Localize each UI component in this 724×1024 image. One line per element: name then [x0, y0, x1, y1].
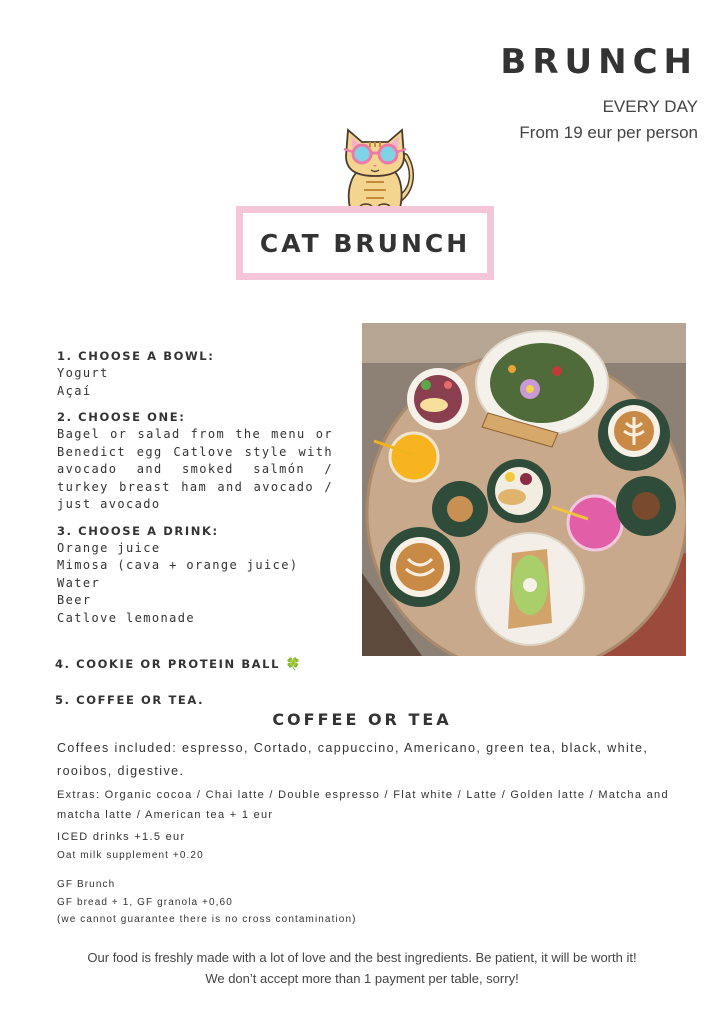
price-text: From 19 eur per person — [519, 123, 698, 142]
coffee-included-text: Coffees included: espresso, Cortado, cappuccino, Americano, green tea, black, white, rooibos, digestive. — [57, 741, 649, 778]
gf-note: (we cannot guarantee there is no cross contamination) — [57, 914, 357, 925]
oat-milk-text: Oat milk supplement +0.20 — [57, 850, 204, 861]
coffee-section-title: COFFEE OR TEA — [272, 710, 452, 729]
footer-note: Our food is freshly made with a lot of love and the best ingredients. Be patient, it will be worth it! — [87, 950, 637, 965]
step4-label: 4. COOKIE OR PROTEIN BALL — [55, 657, 281, 671]
list-item: Catlove lemonade — [57, 610, 195, 625]
page-title: BRUNCH — [500, 42, 698, 82]
list-item: Beer — [57, 593, 92, 607]
coffee-details — [57, 737, 687, 864]
list-item: Mimosa (cava + orange juice) — [57, 558, 299, 572]
cat-with-sunglasses-icon — [336, 126, 414, 210]
brand-name: CAT BRUNCH — [259, 228, 471, 258]
list-item: Orange juice — [57, 540, 161, 555]
coffee-extras-text: Extras: Organic cocoa / Chai latte / Double espresso / Flat white / Latte / Golden latte / Matcha and matcha latte / American tea + 1 eur — [57, 789, 669, 821]
list-item: Açaí — [57, 383, 92, 398]
step2-heading: 2. CHOOSE ONE: — [57, 410, 186, 424]
gf-title: GF Brunch — [57, 879, 116, 890]
gluten-free-info — [57, 876, 557, 929]
list-item: Yogurt — [57, 366, 109, 380]
schedule-text: EVERY DAY — [602, 97, 698, 116]
step3-heading: 3. CHOOSE A DRINK: — [57, 523, 219, 538]
brunch-menu — [57, 348, 333, 627]
list-item: Water — [57, 575, 101, 590]
iced-drinks-text: ICED drinks +1.5 eur — [57, 831, 186, 843]
brunch-table-photo — [362, 323, 686, 656]
clover-icon: 🍀 — [285, 657, 303, 671]
brand-box — [236, 206, 494, 280]
step4-heading — [55, 657, 302, 671]
payment-note: We don’t accept more than 1 payment per table, sorry! — [205, 971, 519, 986]
step5-heading: 5. COFFEE OR TEA. — [55, 693, 205, 707]
step1-heading: 1. CHOOSE A BOWL: — [57, 349, 215, 363]
gf-prices: GF bread + 1, GF granola +0,60 — [57, 896, 233, 908]
step2-description: Bagel or salad from the menu or Benedict egg Catlove style with avocado and smoked salmón / turkey breast ham and avocado / just avocado — [57, 427, 333, 511]
